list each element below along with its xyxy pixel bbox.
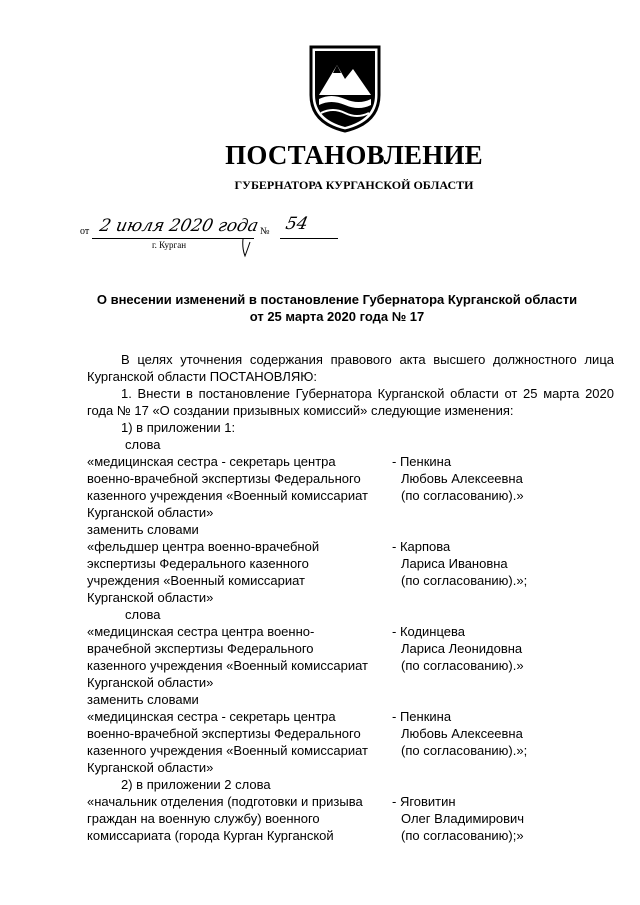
entry-3 [87, 623, 614, 691]
entry-4 [87, 708, 614, 776]
entry-1-left-line: «медицинская сестра - секретарь центра [87, 454, 336, 469]
document-title-line2: от 25 марта 2020 года № 17 [249, 309, 425, 324]
page-subtitle: ГУБЕРНАТОРА КУРГАНСКОЙ ОБЛАСТИ [234, 178, 474, 192]
entry-1 [87, 453, 614, 521]
entry-3-left-line: врачебной экспертизы Федерального [87, 641, 314, 656]
word-slova-2: слова [125, 607, 161, 622]
entry-3-left-line: казенного учреждения «Военный комиссариат [87, 658, 368, 673]
subitem-1: 1) в приложении 1: [121, 420, 236, 435]
entry-2 [87, 538, 614, 606]
number-prefix: № [260, 226, 270, 237]
date-prefix: от [80, 226, 90, 237]
entry-1-left-line: военно-врачебной экспертизы Федерального [87, 471, 361, 486]
date-number-line [80, 214, 380, 258]
word-slova-1: слова [125, 437, 161, 452]
pen-stroke-mark [240, 238, 252, 258]
page-title: ПОСТАНОВЛЕНИЕ [225, 140, 483, 170]
entry-1-name: Любовь Алексеевна [401, 471, 523, 486]
entry-5-surname: - Яговитин [392, 794, 456, 809]
entry-4-surname: - Пенкина [392, 709, 452, 724]
entry-5 [87, 793, 614, 844]
entry-5-agreement: (по согласованию);» [401, 828, 524, 843]
document-body [87, 351, 614, 844]
document-title [17, 291, 640, 325]
entry-4-left-line: «медицинская сестра - секретарь центра [87, 709, 336, 724]
entry-3-left-line: Курганской области» [87, 675, 214, 690]
entry-3-agreement: (по согласованию).» [401, 658, 524, 673]
entry-5-left-line: комиссариата (города Курган Курганской [87, 828, 334, 843]
entry-1-left-line: казенного учреждения «Военный комиссариат [87, 488, 368, 503]
entry-4-left-line: казенного учреждения «Военный комиссариат [87, 743, 368, 758]
replace-phrase-2: заменить словами [87, 692, 199, 707]
entry-2-left-line: учреждения «Военный комиссариат [87, 573, 306, 588]
entry-5-left-line: «начальник отделения (подготовки и призыва [87, 794, 363, 809]
replace-phrase-1: заменить словами [87, 522, 199, 537]
handwritten-number: 54 [283, 214, 310, 234]
entry-3-surname: - Кодинцева [392, 624, 466, 639]
city-label: г. Курган [152, 240, 187, 250]
entry-1-surname: - Пенкина [392, 454, 452, 469]
entry-4-name: Любовь Алексеевна [401, 726, 523, 741]
entry-5-name: Олег Владимирович [401, 811, 525, 826]
entry-4-left-line: военно-врачебной экспертизы Федерального [87, 726, 361, 741]
entry-2-name: Лариса Ивановна [401, 556, 508, 571]
entry-2-left-line: Курганской области» [87, 590, 214, 605]
entry-2-left-line: экспертизы Федерального казенного [87, 556, 309, 571]
item-1-paragraph: 1. Внести в постановление Губернатора Курганской области от 25 марта 2020 года № 17 «О создании призывных комиссий» следующие изменения: [87, 386, 614, 418]
number-underline [280, 238, 338, 239]
entry-1-left-line: Курганской области» [87, 505, 214, 520]
date-underline [92, 238, 254, 239]
entry-1-agreement: (по согласованию).» [401, 488, 524, 503]
entry-2-left-line: «фельдшер центра военно-врачебной [87, 539, 320, 554]
subitem-2: 2) в приложении 2 слова [121, 777, 271, 792]
entry-4-agreement: (по согласованию).»; [401, 743, 528, 758]
entry-3-name: Лариса Леонидовна [401, 641, 523, 656]
entry-2-agreement: (по согласованию).»; [401, 573, 528, 588]
handwritten-date: 2 июля 2020 года [97, 216, 261, 236]
entry-5-left-line: граждан на военную службу) военного [87, 811, 320, 826]
intro-paragraph: В целях уточнения содержания правового акта высшего должностного лица Курганской области ПОСТАНОВЛЯЮ: [87, 352, 614, 384]
entry-4-left-line: Курганской области» [87, 760, 214, 775]
entry-3-left-line: «медицинская сестра центра военно- [87, 624, 315, 639]
entry-2-surname: - Карпова [392, 539, 451, 554]
coat-of-arms-emblem [307, 43, 383, 133]
document-title-line1: О внесении изменений в постановление Губернатора Курганской области [96, 292, 578, 307]
